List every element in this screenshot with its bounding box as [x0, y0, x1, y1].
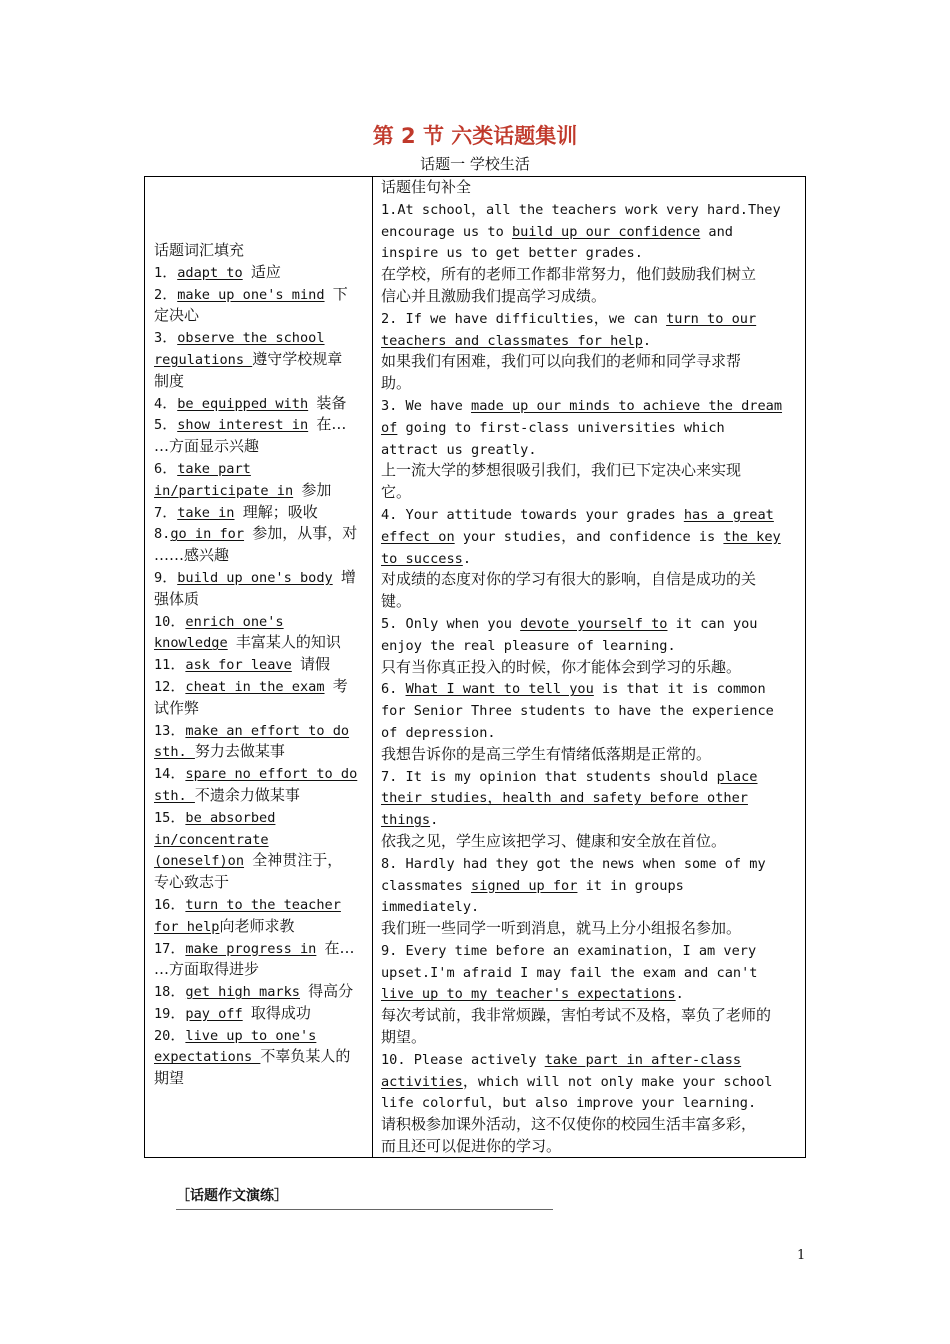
line-text: .: [642, 332, 652, 349]
line-text: 1.At school，all the teachers work very hard.They: [381, 199, 781, 218]
line-text: 5．: [154, 415, 178, 434]
line-text: 在…: [316, 415, 347, 434]
line-text: 信心并且激励我们提高学习成绩。: [381, 286, 607, 305]
line-text: 4．: [154, 393, 178, 412]
line-text: 参加，从事，对: [252, 524, 358, 543]
line-text: attract us greatly.: [381, 441, 537, 458]
vocabulary-line: [154, 1003, 364, 1025]
line-text: 不辜负某人的: [260, 1047, 351, 1066]
line-text: 取得成功: [250, 1003, 311, 1022]
line-text: 我想告诉你的是高三学生有情绪低落期是正常的。: [381, 744, 712, 763]
vocabulary-line: [154, 1025, 364, 1047]
line-text: 7. It is my opinion that students should: [381, 768, 717, 785]
sentence-line: [381, 569, 798, 591]
answer-text: ask for leave: [185, 657, 292, 674]
vocabulary-line: [154, 523, 364, 545]
answer-text: in/participate in: [154, 482, 294, 499]
answer-text: make progress in: [185, 940, 317, 957]
line-text: ，which will not only make your school: [462, 1071, 773, 1090]
sentence-line: [381, 526, 798, 548]
answer-text: sth.: [154, 744, 195, 761]
line-text: 定决心: [154, 306, 200, 325]
vocabulary-line: [154, 1046, 364, 1068]
vocabulary-line: [154, 284, 364, 306]
answer-text: activities: [381, 1073, 463, 1090]
line-text: for Senior Three students to have the experience: [381, 703, 774, 720]
sentence-line: [381, 722, 798, 744]
answer-text: build up our confidence: [511, 223, 701, 240]
answer-text: expectations: [154, 1049, 261, 1066]
sentence-line: [381, 766, 798, 788]
line-text: 15．: [154, 807, 186, 826]
sentence-line: [381, 744, 798, 766]
sentence-line: [381, 896, 798, 918]
line-text: 7．: [154, 502, 178, 521]
topic-table: [144, 176, 806, 1158]
vocabulary-line: [154, 436, 364, 458]
sentence-line: [381, 482, 798, 504]
answer-text: be equipped with: [177, 395, 309, 412]
answer-text: in/concentrate: [154, 831, 269, 848]
line-text: 1．: [154, 262, 178, 281]
sentence-line: [381, 962, 798, 984]
page-number: 1: [797, 1248, 806, 1263]
answer-text: teachers and classmates for help: [381, 332, 643, 349]
answer-text: regulations: [154, 351, 253, 368]
vocabulary-line: [154, 938, 364, 960]
line-text: it can you: [667, 615, 758, 632]
answer-text: made up our minds to achieve the dream: [471, 397, 783, 414]
vocabulary-heading: 话题词汇填充: [154, 241, 245, 259]
sentence-line: [381, 591, 798, 613]
vocabulary-line: [154, 414, 364, 436]
line-text: 请假: [299, 655, 330, 674]
sentence-line: [381, 1136, 798, 1158]
line-text: 而且还可以促进你的学习。: [381, 1137, 562, 1156]
sentence-line: [381, 548, 798, 570]
line-text: 键。: [381, 592, 412, 611]
vocabulary-line: [154, 480, 364, 502]
vocabulary-line: [154, 632, 364, 654]
sentence-line: [381, 853, 798, 875]
line-text: 专心致志于: [154, 873, 230, 892]
line-text: 装备: [316, 393, 347, 412]
topic-subtitle: 话题一 学校生活: [420, 155, 530, 173]
answer-text: to success: [381, 550, 463, 567]
line-text: 在…: [324, 938, 355, 957]
sentence-line: [381, 1114, 798, 1136]
line-text: 对成绩的态度对你的学习有很大的影响，自信是成功的关: [381, 570, 757, 589]
answer-text: place: [716, 768, 758, 785]
line-text: going to first-class universities which: [397, 419, 725, 436]
line-text: 得高分: [308, 982, 354, 1001]
answer-text: make an effort to do: [185, 722, 350, 739]
sentence-line: [381, 1005, 798, 1027]
line-text: 期望: [154, 1069, 185, 1088]
line-text: 期望。: [381, 1028, 427, 1047]
sentence-line: [381, 700, 798, 722]
line-text: it in groups: [577, 877, 684, 894]
answer-text: What I want to tell you: [405, 681, 594, 698]
vocabulary-column: [145, 177, 373, 1157]
vocabulary-line: [154, 327, 364, 349]
answer-text: get high marks: [185, 984, 300, 1001]
line-text: 强体质: [154, 589, 200, 608]
line-text: upset.I'm afraid I may fail the exam and can't: [381, 964, 758, 981]
answer-text: pay off: [185, 1005, 243, 1022]
line-text: 每次考试前，我非常烦躁，害怕考试不及格，辜负了老师的: [381, 1006, 772, 1025]
line-text: .: [675, 986, 684, 1003]
line-text: and: [700, 223, 733, 240]
answer-text: for help: [154, 918, 220, 935]
sentence-line: [381, 1027, 798, 1049]
line-text: enjoy the real pleasure of learning.: [381, 637, 676, 654]
line-text: .: [462, 550, 472, 567]
line-text: 9. Every time before an examination，I am very: [381, 940, 757, 959]
line-text: 12．: [154, 676, 186, 695]
answer-text: (oneself)on: [154, 853, 245, 870]
line-text: 11．: [154, 655, 186, 674]
vocabulary-line: [154, 567, 364, 589]
sentence-line: [381, 940, 798, 962]
line-text: …方面显示兴趣: [154, 437, 260, 456]
vocabulary-line: [154, 349, 364, 371]
sentences-list: [381, 199, 798, 1158]
line-text: …方面取得进步: [154, 960, 260, 979]
vocabulary-line: [154, 545, 364, 567]
line-text: of depression.: [381, 724, 496, 741]
vocabulary-line: [154, 305, 364, 327]
vocabulary-line: [154, 807, 364, 829]
sentence-line: [381, 242, 798, 264]
answer-text: go in for: [170, 526, 245, 543]
answer-text: take part in after-class: [544, 1051, 742, 1068]
answer-text: effect on: [381, 528, 455, 545]
answer-text: spare no effort to do: [185, 766, 358, 783]
answer-text: make up one's mind: [177, 286, 325, 303]
line-text: 增: [340, 567, 356, 586]
vocabulary-line: [154, 393, 364, 415]
sentence-line: [381, 875, 798, 897]
vocabulary-line: [154, 262, 364, 284]
line-text: 不遗余力做某事: [194, 785, 300, 804]
vocabulary-line: [154, 829, 364, 851]
answer-text: the key: [723, 528, 781, 545]
line-text: 14．: [154, 764, 186, 783]
vocabulary-line: [154, 1068, 364, 1090]
line-text: 在学校，所有的老师工作都非常努力，他们鼓励我们树立: [381, 265, 757, 284]
vocabulary-list: [154, 262, 364, 1090]
sentence-line: [381, 787, 798, 809]
answer-text: enrich one's: [185, 613, 284, 630]
line-text: 20．: [154, 1025, 186, 1044]
sentence-line: [381, 983, 798, 1005]
sentence-line: [381, 831, 798, 853]
sentence-line: [381, 1071, 798, 1093]
vocabulary-line: [154, 611, 364, 633]
vocabulary-line: [154, 763, 364, 785]
sentence-line: [381, 678, 798, 700]
answer-text: devote yourself to: [520, 615, 668, 632]
line-text: classmates: [381, 877, 472, 894]
line-text: 19．: [154, 1003, 186, 1022]
line-text: 6．: [154, 458, 178, 477]
answer-text: signed up for: [471, 877, 578, 894]
line-text: 依我之见，学生应该把学习、健康和安全放在首位。: [381, 831, 727, 850]
sentence-line: [381, 395, 798, 417]
vocabulary-line: [154, 654, 364, 676]
sentence-line: [381, 1092, 798, 1114]
line-text: 只有当你真正投入的时候，你才能体会到学习的乐趣。: [381, 657, 742, 676]
vocabulary-line: [154, 676, 364, 698]
sentences-heading: 话题佳句补全: [381, 178, 472, 196]
line-text: 它。: [381, 483, 412, 502]
line-text: inspire us to get better grades.: [381, 245, 643, 262]
vocabulary-line: [154, 458, 364, 480]
vocabulary-line: [154, 502, 364, 524]
line-text: life colorful，but also improve your learning.: [381, 1093, 757, 1112]
sentence-line: [381, 417, 798, 439]
sentence-line: [381, 373, 798, 395]
sentence-line: [381, 439, 798, 461]
line-text: 下: [332, 284, 348, 303]
answer-text: of: [381, 419, 398, 436]
line-text: 试作弊: [154, 698, 200, 717]
line-text: 请积极参加课外活动，这不仅使你的校园生活丰富多彩，: [381, 1115, 757, 1134]
line-text: 理解；吸收: [242, 502, 318, 521]
vocabulary-line: [154, 698, 364, 720]
line-text: 18．: [154, 982, 186, 1001]
line-text: 考: [332, 676, 348, 695]
vocabulary-line: [154, 785, 364, 807]
answer-text: adapt to: [177, 264, 243, 281]
answer-text: turn to our: [666, 310, 757, 327]
vocabulary-line: [154, 872, 364, 894]
sentence-line: [381, 809, 798, 831]
line-text: immediately.: [381, 899, 480, 916]
line-text: 9．: [154, 567, 178, 586]
line-text: 参加: [301, 480, 332, 499]
vocabulary-line: [154, 916, 364, 938]
line-text: 助。: [381, 374, 412, 393]
line-text: is that it is common: [593, 681, 766, 698]
line-text: encourage us to: [381, 223, 512, 240]
answer-text: be absorbed: [185, 809, 276, 826]
line-text: 16．: [154, 894, 186, 913]
answer-text: take part: [177, 460, 251, 477]
sentence-line: [381, 460, 798, 482]
sentence-line: [381, 351, 798, 373]
line-text: 6.: [381, 681, 406, 698]
sentence-line: [381, 286, 798, 308]
line-text: 10．: [154, 611, 186, 630]
sentence-line: [381, 264, 798, 286]
sentence-line: [381, 308, 798, 330]
line-text: ……感兴趣: [154, 546, 230, 565]
line-text: 上一流大学的梦想很吸引我们，我们已下定决心来实现: [381, 461, 742, 480]
answer-text: sth.: [154, 787, 195, 804]
line-text: 10. Please actively: [381, 1051, 545, 1068]
answer-text: show interest in: [177, 417, 309, 434]
line-text: 13．: [154, 720, 186, 739]
line-text: 4. Your attitude towards your grades: [381, 506, 684, 523]
line-text: .: [430, 812, 439, 829]
line-text: 遵守学校规章: [252, 349, 343, 368]
line-text: 3. We have: [381, 397, 472, 414]
writing-practice-heading: ［话题作文演练］: [176, 1185, 553, 1210]
sentence-line: [381, 330, 798, 352]
sentence-line: [381, 221, 798, 243]
line-text: 我们班一些同学一听到消息，就马上分小组报名参加。: [381, 919, 742, 938]
answer-text: cheat in the exam: [185, 678, 325, 695]
line-text: your studies，and confidence is: [454, 526, 724, 545]
answer-text: things: [381, 812, 431, 829]
vocabulary-line: [154, 981, 364, 1003]
line-text: 努力去做某事: [194, 742, 285, 761]
line-text: 8. Hardly had they got the news when some of my: [381, 855, 766, 872]
answer-text: live up to my teacher's expectations: [381, 986, 676, 1003]
sentences-column: [373, 177, 805, 1157]
sentence-line: [381, 657, 798, 679]
line-text: 制度: [154, 371, 185, 390]
sentence-line: [381, 199, 798, 221]
answer-text: take in: [177, 504, 235, 521]
line-text: 如果我们有困难，我们可以向我们的老师和同学寻求帮: [381, 352, 742, 371]
line-text: 5. Only when you: [381, 615, 521, 632]
line-text: 2．: [154, 284, 178, 303]
line-text: 适应: [250, 262, 281, 281]
line-text: 17．: [154, 938, 186, 957]
vocabulary-line: [154, 959, 364, 981]
answer-text: has a great: [683, 506, 774, 523]
vocabulary-line: [154, 589, 364, 611]
answer-text: observe the school: [177, 330, 325, 347]
answer-text: knowledge: [154, 635, 228, 652]
line-text: 向老师求教: [219, 916, 295, 935]
line-text: 8.: [154, 526, 171, 543]
answer-text: turn to the teacher: [185, 896, 341, 913]
vocabulary-line: [154, 741, 364, 763]
sentence-line: [381, 504, 798, 526]
page-title: 第 2 节 六类话题集训: [372, 124, 578, 148]
vocabulary-line: [154, 720, 364, 742]
sentence-line: [381, 918, 798, 940]
answer-text: live up to one's: [185, 1027, 317, 1044]
answer-text: their studies，health and safety before other: [381, 788, 748, 807]
sentence-line: [381, 613, 798, 635]
vocabulary-line: [154, 371, 364, 393]
line-text: 2. If we have difficulties，we can: [381, 308, 667, 327]
answer-text: build up one's body: [177, 569, 333, 586]
vocabulary-line: [154, 850, 364, 872]
sentence-line: [381, 1049, 798, 1071]
sentence-line: [381, 635, 798, 657]
line-text: 全神贯注于，: [252, 851, 343, 870]
line-text: 丰富某人的知识: [235, 633, 341, 652]
vocabulary-line: [154, 894, 364, 916]
line-text: 3．: [154, 328, 178, 347]
